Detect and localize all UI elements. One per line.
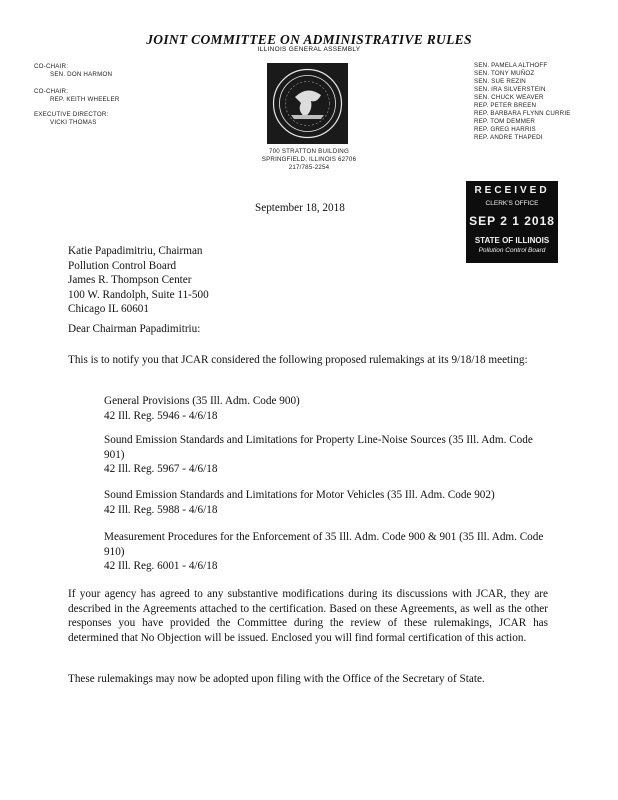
- stamp-received: RECEIVED: [474, 185, 550, 196]
- recipient-line: Chicago IL 60601: [68, 303, 149, 315]
- recipient-line: James R. Thompson Center: [68, 274, 192, 286]
- closing-paragraph: If your agency has agreed to any substantive modifications during its discussions with JCAR, they are described in the Agreements attached to the certification. Based on these Agreements, as well as the other responses you have provided the Committee during the review of these rulemakings, JCAR has determined that No Objection will be issued. Enclosed you will find formal certification of this action.: [68, 588, 548, 644]
- committee-address: [200, 148, 418, 172]
- rulemaking-title: Measurement Procedures for the Enforcement of 35 Ill. Adm. Code 900 & 901 (35 Ill. Adm. Code 910): [104, 531, 544, 558]
- roster-member: REP. GREG HARRIS: [474, 126, 536, 133]
- roster-member: SEN. IRA SILVERSTEIN: [474, 86, 546, 93]
- recipient-line: Katie Papadimitriu, Chairman: [68, 245, 203, 257]
- seal-emblem-icon: [267, 63, 348, 144]
- intro-paragraph: This is to notify you that JCAR considered the following proposed rulemakings at its 9/18/18 meeting:: [68, 354, 528, 366]
- recipient-address: [68, 244, 209, 317]
- roster-member: REP. BARBARA FLYNN CURRIE: [474, 110, 571, 117]
- roster-label: EXECUTIVE DIRECTOR:: [34, 111, 109, 118]
- rulemaking-title: General Provisions (35 Ill. Adm. Code 900): [104, 395, 300, 407]
- address-line: SPRINGFIELD, ILLINOIS 62706: [261, 156, 357, 163]
- roster-label: CO-CHAIR:: [34, 88, 69, 95]
- roster-label: CO-CHAIR:: [34, 63, 69, 70]
- stamp-date: SEP 2 1 2018: [469, 214, 555, 228]
- right-roster: [474, 62, 571, 142]
- address-phone: 217/785-2254: [288, 164, 330, 171]
- rulemaking-reg: 42 Ill. Reg. 5967 - 4/6/18: [104, 463, 218, 475]
- roster-member: SEN. CHUCK WEAVER: [474, 94, 544, 101]
- rulemaking-item: [104, 433, 548, 477]
- rulemaking-reg: 42 Ill. Reg. 5946 - 4/6/18: [104, 409, 218, 422]
- stamp-office: CLERK'S OFFICE: [485, 200, 539, 207]
- committee-title: JOINT COMMITTEE ON ADMINISTRATIVE RULES: [146, 32, 472, 47]
- rulemaking-title: Sound Emission Standards and Limitations for Property Line-Noise Sources (35 Ill. Adm. Code 901): [104, 434, 533, 461]
- roster-name: SEN. DON HARMON: [50, 71, 113, 78]
- rulemaking-item: [104, 530, 548, 574]
- roster-member: REP. TOM DEMMER: [474, 118, 536, 125]
- rulemaking-title: Sound Emission Standards and Limitations for Motor Vehicles (35 Ill. Adm. Code 902): [104, 489, 495, 501]
- salutation: Dear Chairman Papadimitriu:: [68, 323, 201, 335]
- stamp-board: Pollution Control Board: [478, 247, 546, 254]
- recipient-line: 100 W. Randolph, Suite 11-500: [68, 288, 209, 301]
- roster-member: SEN. PAMELA ALTHOFF: [474, 62, 548, 69]
- roster-member: REP. PETER BREEN: [474, 102, 537, 109]
- letter-date: September 18, 2018: [255, 202, 345, 214]
- recipient-line: Pollution Control Board: [68, 259, 177, 272]
- roster-name: REP. KEITH WHEELER: [50, 96, 120, 103]
- roster-member: SEN. SUE REZIN: [474, 78, 526, 85]
- address-line: 700 STRATTON BUILDING: [269, 148, 349, 155]
- state-seal: [267, 63, 348, 144]
- rulemaking-item: [104, 488, 548, 517]
- rulemaking-reg: 42 Ill. Reg. 6001 - 4/6/18: [104, 560, 218, 572]
- roster-member: SEN. TONY MUÑOZ: [474, 70, 535, 77]
- roster-name: VICKI THOMAS: [50, 119, 97, 126]
- left-roster: [34, 63, 120, 127]
- committee-subtitle: ILLINOIS GENERAL ASSEMBLY: [257, 46, 361, 53]
- stamp-state: STATE OF ILLINOIS: [474, 236, 550, 245]
- rulemaking-reg: 42 Ill. Reg. 5988 - 4/6/18: [104, 503, 218, 516]
- rulemaking-item: [104, 394, 548, 423]
- received-stamp: [466, 181, 558, 263]
- final-paragraph: These rulemakings may now be adopted upon filing with the Office of the Secretary of State.: [68, 673, 485, 685]
- roster-member: REP. ANDRE THAPEDI: [474, 134, 543, 141]
